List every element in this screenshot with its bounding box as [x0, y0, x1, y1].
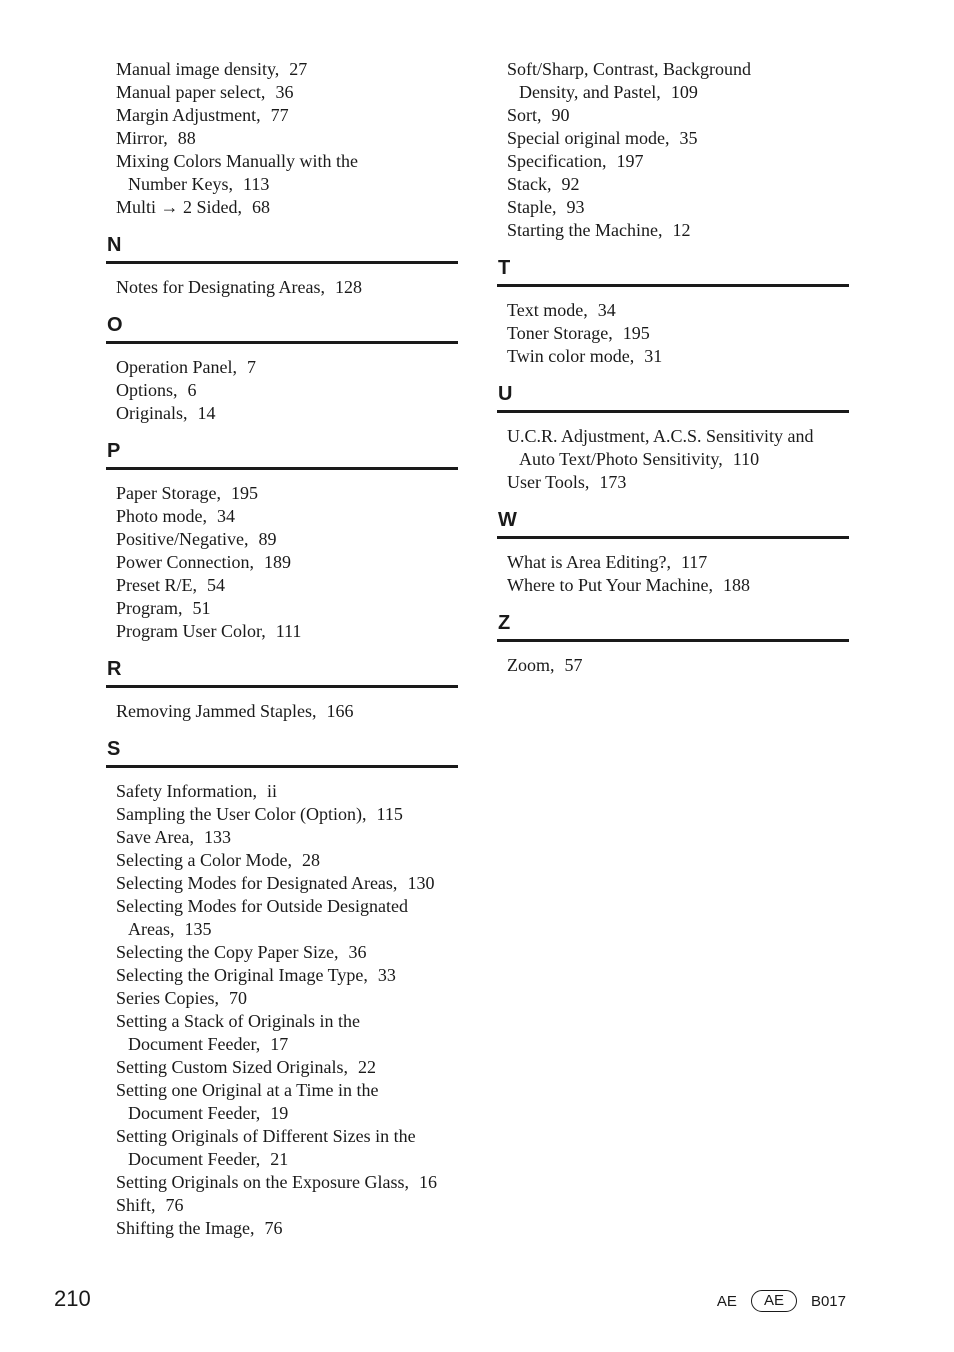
index-entry-term: Setting Originals of Different Sizes in the [116, 1126, 416, 1146]
index-entry-page-number: 12 [672, 220, 691, 240]
index-entry [497, 150, 849, 173]
index-entry-continuation-line [116, 918, 458, 941]
index-entry-page-number: 6 [187, 380, 197, 400]
index-entry-term-continued: Density, and Pastel, [519, 82, 661, 102]
index-entry-page-number: 93 [566, 197, 585, 217]
index-entry-term: Shifting the Image, [116, 1218, 255, 1238]
index-entry [106, 826, 458, 849]
index-entry-term: Notes for Designating Areas, [116, 277, 325, 297]
index-section-entries [106, 482, 458, 643]
index-entry-page-number: 76 [165, 1195, 184, 1215]
index-entry-term: Selecting Modes for Designated Areas, [116, 873, 398, 893]
index-entry [497, 58, 849, 104]
index-entry-term: Series Copies, [116, 988, 219, 1008]
index-entry [497, 551, 849, 574]
index-entry-continuation-line [116, 1033, 458, 1056]
index-entry [106, 987, 458, 1010]
index-entry-page-number: 31 [644, 346, 663, 366]
index-entry [497, 127, 849, 150]
page-number: 210 [54, 1286, 91, 1311]
index-entry-page-number: 109 [670, 82, 698, 102]
footer-region-badge: AE [751, 1290, 797, 1312]
index-entry-page-number: 76 [264, 1218, 283, 1238]
index-entry [106, 574, 458, 597]
index-entry-term: Margin Adjustment, [116, 105, 261, 125]
index-section [497, 508, 849, 597]
index-column-left [106, 58, 458, 1240]
index-entry [106, 528, 458, 551]
index-entry-page-number: 22 [358, 1057, 376, 1077]
index-intro-entries [497, 58, 849, 242]
index-entry [106, 81, 458, 104]
index-entry [106, 482, 458, 505]
index-section-entries [497, 654, 849, 677]
index-entry-page-number: 34 [597, 300, 616, 320]
index-entry [106, 127, 458, 150]
index-entry-term: Removing Jammed Staples, [116, 701, 317, 721]
index-section-letter: U [497, 382, 849, 413]
index-entry-term: Safety Information, [116, 781, 257, 801]
index-section-entries [106, 700, 458, 723]
index-entry-page-number: 110 [732, 449, 760, 469]
index-entry [106, 1056, 458, 1079]
index-entry-term: Selecting Modes for Outside Designated [116, 896, 408, 916]
index-entry [106, 276, 458, 299]
index-entry-page-number: 36 [348, 942, 367, 962]
index-entry [106, 620, 458, 643]
index-section-letter: O [106, 313, 458, 344]
index-section-letter: Z [497, 611, 849, 642]
index-entry [106, 58, 458, 81]
index-entry [106, 941, 458, 964]
index-entry-term: Sampling the User Color (Option), [116, 804, 367, 824]
index-entry-page-number: 130 [407, 873, 435, 893]
index-section [497, 611, 849, 677]
index-entry [497, 196, 849, 219]
index-entry [497, 345, 849, 368]
index-entry [106, 196, 458, 219]
index-entry-page-number: 54 [207, 575, 225, 595]
index-entry [497, 299, 849, 322]
index-entry-term: Sort, [507, 105, 542, 125]
index-entry-continuation-line [116, 1148, 458, 1171]
index-entry-continuation-line [116, 173, 458, 196]
index-entry-term: Positive/Negative, [116, 529, 249, 549]
index-section-letter: W [497, 508, 849, 539]
index-entry-term: Specification, [507, 151, 607, 171]
index-entry-page-number: 113 [242, 174, 270, 194]
index-entry-term: Program User Color, [116, 621, 266, 641]
index-entry-page-number: 77 [270, 105, 289, 125]
index-entry-term: Manual image density, [116, 59, 280, 79]
index-entry [106, 379, 458, 402]
index-entry-term: Setting one Original at a Time in the [116, 1080, 379, 1100]
index-entry-page-number: 35 [679, 128, 698, 148]
index-entry-page-number: 195 [230, 483, 258, 503]
index-entry-term-continued: Auto Text/Photo Sensitivity, [519, 449, 723, 469]
index-entry-page-number: 128 [334, 277, 362, 297]
index-entry-page-number: 133 [203, 827, 231, 847]
index-column-right [497, 58, 849, 677]
index-entry-page-number: 27 [289, 59, 308, 79]
index-entry-term: Paper Storage, [116, 483, 221, 503]
index-entry [106, 964, 458, 987]
index-entry-term-continued: Areas, [128, 919, 175, 939]
index-entry-term-continued: Document Feeder, [128, 1034, 261, 1054]
index-entry [497, 104, 849, 127]
index-section [106, 313, 458, 425]
index-entry-term: Preset R/E, [116, 575, 197, 595]
index-section-entries [497, 299, 849, 368]
index-entry-page-number: 19 [270, 1103, 289, 1123]
index-entry-term: Setting Originals on the Exposure Glass, [116, 1172, 409, 1192]
index-entry-page-number: 166 [326, 701, 354, 721]
index-entry [106, 402, 458, 425]
index-entry-page-number: 34 [217, 506, 236, 526]
index-section [106, 657, 458, 723]
index-entry-page-number: 111 [275, 621, 302, 641]
index-entry-term: Setting Custom Sized Originals, [116, 1057, 348, 1077]
index-entry-term: Special original mode, [507, 128, 670, 148]
index-entry-page-number: 173 [599, 472, 627, 492]
index-entry-page-number: 70 [229, 988, 247, 1008]
index-section [497, 382, 849, 494]
index-sections [106, 233, 458, 1240]
index-entry [106, 700, 458, 723]
index-entry-page-number: 17 [270, 1034, 289, 1054]
index-entry-term: Where to Put Your Machine, [507, 575, 713, 595]
index-entry-term: Manual paper select, [116, 82, 266, 102]
index-entry-term: Photo mode, [116, 506, 208, 526]
index-entry-page-number: 117 [680, 552, 708, 572]
index-entry [106, 356, 458, 379]
index-entry-continuation-line [116, 1102, 458, 1125]
index-entry-term-continued: Document Feeder, [128, 1149, 261, 1169]
index-entry-term: Selecting a Color Mode, [116, 850, 292, 870]
index-section-entries [106, 356, 458, 425]
index-entry-page-number: 7 [246, 357, 256, 377]
index-section [106, 439, 458, 643]
index-sections [497, 256, 849, 677]
index-entry-page-number: 189 [263, 552, 291, 572]
index-entry [497, 173, 849, 196]
index-entry-term: Multi → 2 Sided, [116, 197, 243, 217]
index-entry-page-number: 33 [377, 965, 396, 985]
index-entry-term: Toner Storage, [507, 323, 613, 343]
index-entry-term: User Tools, [507, 472, 590, 492]
index-entry-term: Soft/Sharp, Contrast, Background [507, 59, 751, 79]
index-section-entries [497, 551, 849, 597]
index-entry-page-number: 88 [177, 128, 196, 148]
index-entry [497, 219, 849, 242]
index-entry [106, 1010, 458, 1056]
index-entry-continuation-line [507, 81, 849, 104]
index-section [497, 256, 849, 368]
index-entry-term: Mirror, [116, 128, 168, 148]
index-entry-page-number: 197 [616, 151, 644, 171]
index-section-letter: T [497, 256, 849, 287]
index-entry-term: U.C.R. Adjustment, A.C.S. Sensitivity and [507, 426, 814, 446]
index-entry-term: Save Area, [116, 827, 194, 847]
index-entry-term: Program, [116, 598, 183, 618]
index-entry-term: Zoom, [507, 655, 555, 675]
index-entry-term-continued: Document Feeder, [128, 1103, 261, 1123]
index-section-letter: R [106, 657, 458, 688]
index-entry-page-number: 14 [197, 403, 216, 423]
index-entry-term: Options, [116, 380, 178, 400]
index-entry-page-number: 51 [192, 598, 211, 618]
index-entry [106, 1079, 458, 1125]
footer-code [717, 1290, 846, 1312]
index-entry-page-number: 28 [301, 850, 320, 870]
index-entry-term: Staple, [507, 197, 557, 217]
index-entry-term: Originals, [116, 403, 188, 423]
index-entry-term: Setting a Stack of Originals in the [116, 1011, 360, 1031]
index-entry [106, 849, 458, 872]
index-entry [497, 471, 849, 494]
index-entry [106, 597, 458, 620]
index-entry-page-number: 89 [258, 529, 277, 549]
index-entry-page-number: 68 [252, 197, 271, 217]
index-section-entries [106, 276, 458, 299]
index-entry-term: Operation Panel, [116, 357, 237, 377]
index-entry-page-number: 135 [184, 919, 212, 939]
index-section [106, 737, 458, 1240]
index-entry [106, 872, 458, 895]
index-entry-term: Selecting the Original Image Type, [116, 965, 368, 985]
index-entry [106, 1194, 458, 1217]
index-section-entries [106, 780, 458, 1240]
index-entry-continuation-line [507, 448, 849, 471]
index-entry-page-number: 188 [722, 575, 750, 595]
index-entry-page-number: 92 [561, 174, 580, 194]
index-entry [497, 425, 849, 471]
index-entry-term: Mixing Colors Manually with the [116, 151, 358, 171]
index-section-letter: N [106, 233, 458, 264]
index-entry-term-continued: Number Keys, [128, 174, 233, 194]
index-entry [106, 803, 458, 826]
index-section-entries [497, 425, 849, 494]
index-section [106, 233, 458, 299]
index-entry [106, 780, 458, 803]
index-entry-page-number: 36 [275, 82, 294, 102]
index-entry [106, 505, 458, 528]
index-entry [497, 322, 849, 345]
index-entry [106, 551, 458, 574]
index-entry [497, 574, 849, 597]
index-entry-page-number: 57 [564, 655, 583, 675]
index-entry-term: Stack, [507, 174, 552, 194]
index-section-letter: P [106, 439, 458, 470]
index-entry-page-number: 195 [622, 323, 650, 343]
index-entry [106, 1125, 458, 1171]
index-entry [106, 1217, 458, 1240]
index-entry [497, 654, 849, 677]
index-entry [106, 150, 458, 196]
index-entry-page-number: 90 [551, 105, 570, 125]
index-intro-entries [106, 58, 458, 219]
index-entry-page-number: 16 [418, 1172, 437, 1192]
index-entry-term: Starting the Machine, [507, 220, 663, 240]
index-section-letter: S [106, 737, 458, 768]
index-entry-term: Text mode, [507, 300, 588, 320]
index-entry-term: Power Connection, [116, 552, 254, 572]
index-entry-term: Twin color mode, [507, 346, 635, 366]
footer-model-code: B017 [810, 1292, 846, 1310]
index-entry-term: What is Area Editing?, [507, 552, 671, 572]
index-entry [106, 895, 458, 941]
index-entry-page-number: ii [266, 781, 277, 801]
index-entry-page-number: 21 [270, 1149, 289, 1169]
index-entry-term: Shift, [116, 1195, 156, 1215]
index-entry-term: Selecting the Copy Paper Size, [116, 942, 339, 962]
index-entry-page-number: 115 [376, 804, 403, 824]
footer-region-code: AE [716, 1292, 737, 1310]
index-entry [106, 1171, 458, 1194]
index-entry [106, 104, 458, 127]
